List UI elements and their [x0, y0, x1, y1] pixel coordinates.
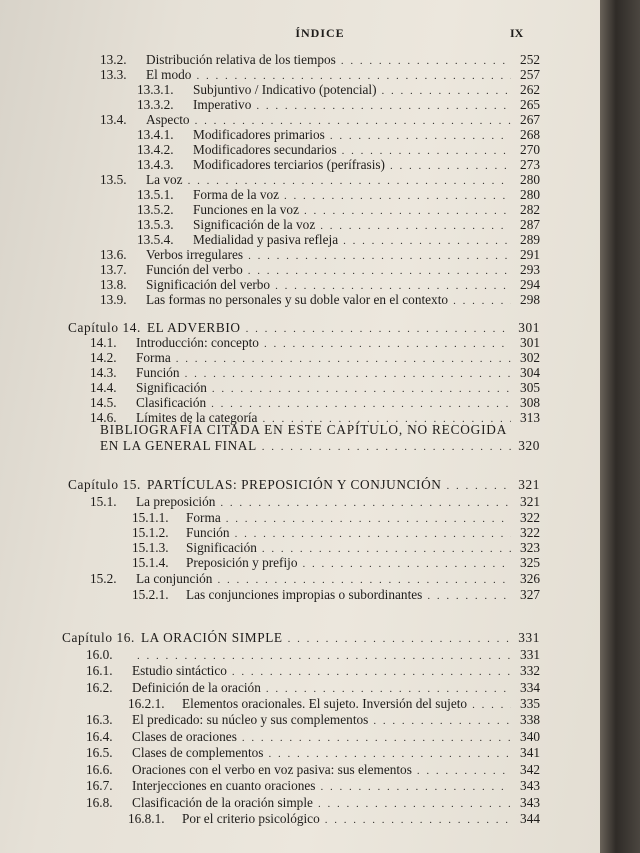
- toc-entry: 16.4. Clases de oraciones . . . 340: [86, 729, 540, 744]
- toc-entry: 16.5. Clases de complementos . . . 341: [86, 745, 540, 760]
- toc-entry: 15.1. La preposición . . . 321: [90, 494, 540, 509]
- toc-entry: 13.7. Función del verbo . . . 293: [100, 262, 540, 277]
- toc-entry: 15.1.3. Significación . . . 323: [132, 540, 540, 555]
- toc-entry: 13.3.2. Imperativo . . . 265: [137, 97, 540, 112]
- toc-entry: 16.2. Definición de la oración . . . 334: [86, 680, 540, 695]
- toc-entry: 13.4.3. Modificadores terciarios (perífrasis) . . . 273: [137, 157, 540, 172]
- toc-entry: 15.1.4. Preposición y prefijo . . . 325: [132, 555, 540, 570]
- toc-entry: 16.6. Oraciones con el verbo en voz pasiva: sus elementos . . . 342: [86, 762, 540, 777]
- toc-entry: 16.8.1. Por el criterio psicológico . . . 344: [128, 811, 540, 826]
- bibliography-heading-line2: EN LA GENERAL FINAL . . . 320: [100, 438, 540, 453]
- toc-entry: 16.3. El predicado: su núcleo y sus complementos . . . 338: [86, 712, 540, 727]
- toc-entry: 15.2. La conjunción . . . 326: [90, 571, 540, 586]
- toc-entry: 13.5.1. Forma de la voz . . . 280: [137, 187, 540, 202]
- toc-entry: 16.1. Estudio sintáctico . . . 332: [86, 663, 540, 678]
- toc-entry: 14.6. Límites de la categoría . . . 313: [90, 410, 540, 425]
- toc-entry: 15.2.1. Las conjunciones impropias o subordinantes . . . 327: [132, 587, 540, 602]
- toc-entry: 16.2.1. Elementos oracionales. El sujeto. Inversión del sujeto . . . 335: [128, 696, 540, 711]
- toc-entry: 14.4. Significación . . . 305: [90, 380, 540, 395]
- toc-entry: 13.2. Distribución relativa de los tiempos . . . 252: [100, 52, 540, 67]
- book-background: [600, 0, 640, 853]
- toc-entry: 13.6. Verbos irregulares . . . 291: [100, 247, 540, 262]
- toc-entry: 13.3. El modo . . . 257: [100, 67, 540, 82]
- toc-entry: 14.3. Función . . . 304: [90, 365, 540, 380]
- toc-entry: 13.5. La voz . . . 280: [100, 172, 540, 187]
- bibliography-heading-line1: BIBLIOGRAFÍA CITADA EN ESTE CAPÍTULO, NO RECOGIDA: [100, 422, 508, 437]
- toc-entry: 13.3.1. Subjuntivo / Indicativo (potencial) . . . 262: [137, 82, 540, 97]
- toc-entry: 16.0. . . . 331: [86, 647, 540, 662]
- toc-entry: 14.2. Forma . . . 302: [90, 350, 540, 365]
- toc-entry: 13.8. Significación del verbo . . . 294: [100, 277, 540, 292]
- toc-entry: 16.7. Interjecciones en cuanto oraciones . . . 343: [86, 778, 540, 793]
- toc-entry: 14.1. Introducción: concepto . . . 301: [90, 335, 540, 350]
- toc-entry: 13.4.2. Modificadores secundarios . . . 270: [137, 142, 540, 157]
- toc-entry: 13.5.4. Medialidad y pasiva refleja . . . 289: [137, 232, 540, 247]
- chapter-heading: Capítulo 15. PARTÍCULAS: PREPOSICIÓN Y CONJUNCIÓN . . . 321: [68, 477, 540, 492]
- running-header-title: ÍNDICE: [295, 26, 345, 40]
- running-header-page-number: IX: [510, 26, 524, 40]
- toc-entry: 16.8. Clasificación de la oración simple . . . 343: [86, 795, 540, 810]
- toc-entry: 13.4. Aspecto . . . 267: [100, 112, 540, 127]
- toc-entry: 13.5.3. Significación de la voz . . . 287: [137, 217, 540, 232]
- toc-entry: 13.4.1. Modificadores primarios . . . 268: [137, 127, 540, 142]
- toc-entry: 13.9. Las formas no personales y su doble valor en el contexto . . . 298: [100, 292, 540, 307]
- chapter-heading: Capítulo 16. LA ORACIÓN SIMPLE . . . 331: [62, 630, 540, 645]
- toc-entry: 13.5.2. Funciones en la voz . . . 282: [137, 202, 540, 217]
- toc-entry: 14.5. Clasificación . . . 308: [90, 395, 540, 410]
- toc-entry: 15.1.1. Forma . . . 322: [132, 510, 540, 525]
- chapter-heading: Capítulo 14. EL ADVERBIO . . . 301: [68, 320, 540, 335]
- toc-entry: 15.1.2. Función . . . 322: [132, 525, 540, 540]
